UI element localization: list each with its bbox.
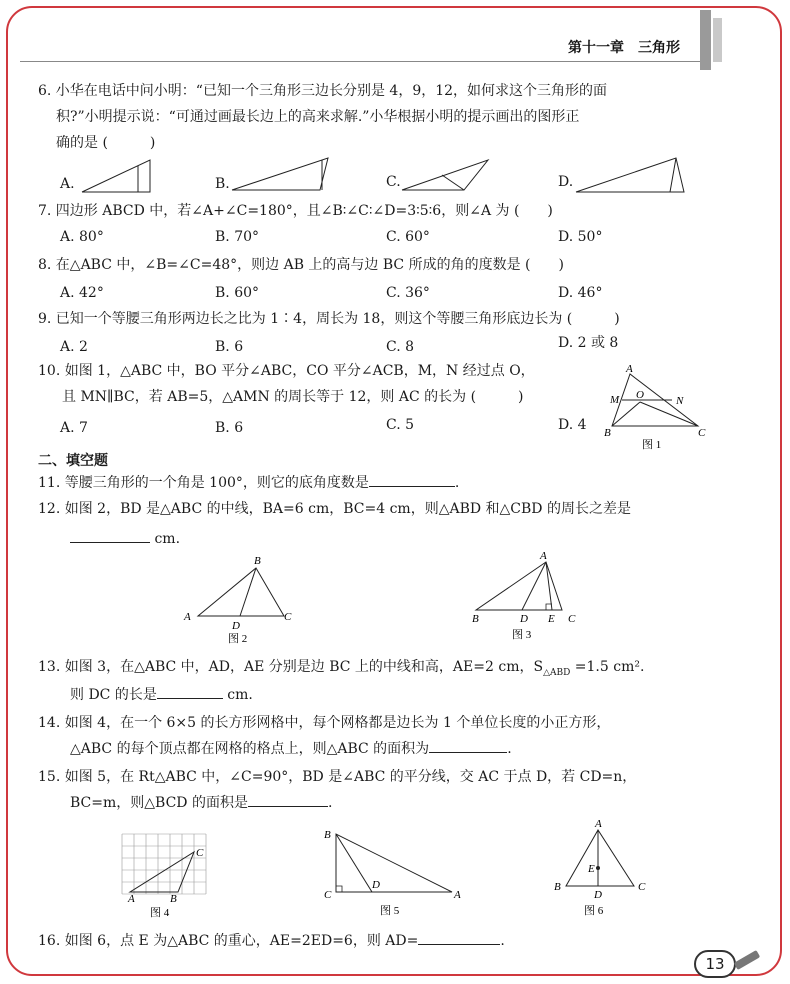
- fig1-label-n: N: [676, 395, 684, 407]
- q15-line1: 15. 如图 5，在 Rt△ABC 中，∠C=90°，BD 是∠ABC 的平分线，交 AC 于点 D，若 CD=n，: [38, 769, 637, 785]
- q12-line1: 12. 如图 2，BD 是△ABC 的中线，BA=6 cm，BC=4 cm，则△ABD 和△CBD 的周长之差是: [38, 501, 631, 517]
- fig2-label-c: C: [284, 611, 292, 623]
- fig5-label-b: B: [324, 829, 331, 841]
- q10-line2: 且 MN∥BC，若 AB=5，△AMN 的周长等于 12，则 AC 的长为 ( ): [62, 389, 524, 405]
- q12-line2: cm.: [70, 528, 180, 550]
- q16: 16. 如图 6，点 E 为△ABC 的重心，AE=2ED=6，则 AD= .: [38, 930, 505, 952]
- q13-line1: 13. 如图 3，在△ABC 中，AD，AE 分别是边 BC 上的中线和高，AE=2 cm，$S_{\triangle ABD} =1.5$ cm².: [38, 659, 645, 678]
- q16-blank[interactable]: [418, 930, 500, 945]
- fig3-caption: 图 3: [512, 629, 532, 641]
- q7-option-a: A. 80°: [60, 229, 104, 245]
- fig1-label-o: O: [636, 389, 644, 401]
- fig5-label-a: A: [454, 889, 461, 901]
- fig4-label-c: C: [196, 847, 204, 859]
- fig3-label-c: C: [568, 613, 576, 625]
- section-fill-in-title: 二、填空题: [38, 453, 108, 469]
- q11-blank[interactable]: [369, 472, 455, 487]
- q14-line2: △ABC 的每个顶点都在网格的格点上，则△ABC 的面积为 .: [70, 738, 512, 760]
- fig3-label-e: E: [548, 613, 555, 625]
- q10-option-c: C. 5: [386, 417, 415, 433]
- fig1-label-b: B: [604, 427, 611, 439]
- q6-option-a: A.: [60, 176, 75, 192]
- fig6-caption: 图 6: [584, 905, 604, 917]
- q9-option-b: B. 6: [215, 339, 244, 355]
- fig5-label-c: C: [324, 889, 332, 901]
- q9-option-d: D. 2 或 8: [558, 335, 619, 351]
- q7-option-b: B. 70°: [215, 229, 260, 245]
- fig6-label-d: D: [594, 889, 602, 901]
- q6-line3: 确的是 ( ): [56, 135, 156, 151]
- q6-option-c: C.: [386, 174, 401, 190]
- q13-line2: 则 DC 的长是 cm.: [70, 684, 253, 706]
- q8-option-d: D. 46°: [558, 285, 603, 301]
- fig6-label-b: B: [554, 881, 561, 893]
- q15-line2: BC=m，则△BCD 的面积是 .: [70, 792, 332, 814]
- fig2-label-d: D: [232, 620, 240, 632]
- fig4-label-b: B: [170, 893, 177, 905]
- q9-option-a: A. 2: [60, 339, 88, 355]
- header-rule: [20, 61, 710, 62]
- q7-stem: 7. 四边形 ABCD 中，若∠A+∠C=180°，且∠B∶∠C∶∠D=3∶5∶6，则∠A 为 ( ): [38, 203, 553, 219]
- figure-5: [320, 826, 470, 922]
- chapter-tabs: [700, 10, 724, 70]
- chapter-title: 第十一章 三角形: [568, 40, 680, 56]
- fig4-caption: 图 4: [150, 907, 170, 919]
- q9-stem: 9. 已知一个等腰三角形两边长之比为 1∶4，周长为 18，则这个等腰三角形底边长为 ( ): [38, 311, 620, 327]
- q8-stem: 8. 在△ABC 中，∠B=∠C=48°，则边 AB 上的高与边 BC 所成的角的度数是 ( ): [38, 257, 564, 273]
- q10-option-a: A. 7: [60, 420, 88, 436]
- fig3-label-b: B: [472, 613, 479, 625]
- q11: 11. 等腰三角形的一个角是 100°，则它的底角度数是 .: [38, 472, 459, 494]
- figure-3: [470, 550, 590, 642]
- q6-figure-a: [82, 160, 152, 194]
- fig5-caption: 图 5: [380, 905, 400, 917]
- fig6-label-e: E: [588, 863, 595, 875]
- fig1-label-c: C: [698, 427, 706, 439]
- figure-1: [600, 362, 710, 452]
- q10-option-b: B. 6: [215, 420, 244, 436]
- q12-blank[interactable]: [70, 528, 150, 543]
- q6-figure-d: [576, 158, 686, 194]
- q8-option-c: C. 36°: [386, 285, 430, 301]
- fig6-label-c: C: [638, 881, 646, 893]
- fig2-label-b: B: [254, 555, 261, 567]
- fig3-label-a: A: [540, 550, 547, 562]
- fig2-label-a: A: [184, 611, 191, 623]
- fig1-label-m: M: [610, 394, 620, 406]
- q6-option-d: D.: [558, 174, 574, 190]
- q6-option-b: B.: [215, 176, 230, 192]
- q6-figure-b: [232, 158, 332, 192]
- fig1-caption: 图 1: [642, 439, 662, 451]
- page-number: 13: [694, 950, 736, 978]
- q13-blank[interactable]: [157, 684, 223, 699]
- fig6-label-a: A: [595, 818, 602, 830]
- q8-option-b: B. 60°: [215, 285, 260, 301]
- figure-6: [548, 818, 658, 922]
- q10-line1: 10. 如图 1，△ABC 中，BO 平分∠ABC，CO 平分∠ACB，M，N 经过点 O，: [38, 363, 535, 379]
- fig1-label-a: A: [626, 363, 633, 375]
- q14-blank[interactable]: [429, 738, 507, 753]
- q9-option-c: C. 8: [386, 339, 415, 355]
- q10-option-d: D. 4: [558, 417, 587, 433]
- figure-4: [120, 832, 220, 922]
- fig4-label-a: A: [128, 893, 135, 905]
- q14-line1: 14. 如图 4，在一个 6×5 的长方形网格中，每个网格都是边长为 1 个单位长度的小正方形，: [38, 715, 611, 731]
- q6-line1: 6. 小华在电话中问小明：“已知一个三角形三边长分别是 4，9，12，如何求这个三角形的面: [38, 83, 608, 99]
- q13-subscript: △ABD: [543, 667, 571, 678]
- q6-figure-c: [402, 160, 492, 194]
- fig2-caption: 图 2: [228, 633, 248, 645]
- fig3-label-d: D: [520, 613, 528, 625]
- fig5-label-d: D: [372, 879, 380, 891]
- fig4-grid: [122, 834, 206, 894]
- q7-option-d: D. 50°: [558, 229, 603, 245]
- page-header: [20, 28, 720, 62]
- q11-text: 11. 等腰三角形的一个角是 100°，则它的底角度数是: [38, 475, 369, 491]
- q8-option-a: A. 42°: [60, 285, 104, 301]
- q7-option-c: C. 60°: [386, 229, 430, 245]
- q6-line2: 积?”小明提示说：“可通过画最长边上的高来求解.”小华根据小明的提示画出的图形正: [56, 109, 580, 125]
- q15-blank[interactable]: [248, 792, 328, 807]
- figure-2: [184, 554, 304, 646]
